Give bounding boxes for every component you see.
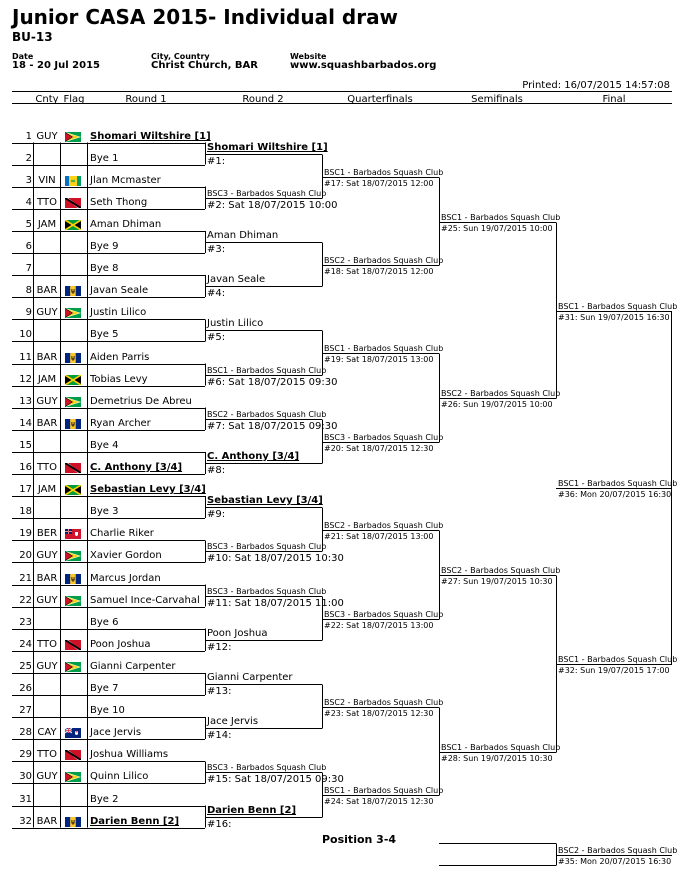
country-code: BAR	[36, 418, 58, 429]
draw-position-number: 26	[19, 683, 32, 694]
seeded-player-name: C. Anthony [3/4]	[90, 462, 183, 473]
country-code: GUY	[36, 661, 58, 672]
quarterfinal-match-info: #19: Sat 18/07/2015 13:00	[324, 354, 434, 364]
quarterfinal-court-info: BSC1 - Barbados Squash Club	[324, 343, 444, 353]
position34-match-info: #35: Mon 20/07/2015 16:30	[558, 856, 672, 866]
quarterfinal-match-info: #24: Sat 18/07/2015 12:30	[324, 796, 434, 806]
round2-court-info: BSC3 - Barbados Squash Club	[207, 188, 327, 198]
draw-position-number: 12	[19, 374, 32, 385]
player-name: Javan Seale	[90, 285, 149, 296]
round2-match-info: #12:	[207, 641, 232, 653]
draw-position-number: 8	[25, 285, 32, 296]
country-code: BAR	[36, 285, 58, 296]
country-code: TTO	[37, 462, 57, 473]
draw-position-number: 23	[19, 617, 32, 628]
player-name: Tobias Levy	[90, 374, 148, 385]
header-semifinals: Semifinals	[471, 94, 523, 105]
round2-match-info: #14:	[207, 729, 232, 741]
draw-position-number: 16	[19, 462, 32, 473]
player-name: Samuel Ince-Carvahal	[90, 595, 200, 606]
quarterfinal-court-info: BSC2 - Barbados Squash Club	[324, 697, 444, 707]
seeded-player-name: Darien Benn [2]	[90, 816, 180, 827]
draw-position-number: 27	[19, 705, 32, 716]
round2-court-info: BSC3 - Barbados Squash Club	[207, 586, 327, 596]
round2-court-info: BSC3 - Barbados Squash Club	[207, 762, 327, 772]
player-name: Seth Thong	[90, 197, 148, 208]
player-name: Aiden Parris	[90, 352, 150, 363]
round2-court-info: BSC1 - Barbados Squash Club	[207, 365, 327, 375]
country-code: BAR	[36, 573, 58, 584]
player-name: Bye 9	[90, 241, 119, 252]
semifinal-court-info: BSC2 - Barbados Squash Club	[441, 388, 561, 398]
player-name: Quinn Lilico	[90, 771, 149, 782]
quarterfinal-court-info: BSC1 - Barbados Squash Club	[324, 167, 444, 177]
round2-match-info: #15: Sat 18/07/2015 09:30	[207, 773, 344, 785]
quarterfinal-match-info: #23: Sat 18/07/2015 12:30	[324, 708, 434, 718]
date-label: Date	[12, 52, 34, 61]
finalist-match-info: #32: Sun 19/07/2015 17:00	[558, 665, 670, 675]
semifinal-match-info: #27: Sun 19/07/2015 10:30	[441, 576, 553, 586]
round2-winner: Jace Jervis	[207, 716, 259, 727]
country-code: TTO	[37, 197, 57, 208]
guy-flag-icon	[65, 596, 81, 606]
tto-flag-icon	[65, 750, 81, 760]
tto-flag-icon	[65, 198, 81, 208]
player-name: Xavier Gordon	[90, 550, 162, 561]
seeded-player-name: Shomari Wiltshire [1]	[90, 131, 211, 142]
page-title: Junior CASA 2015- Individual draw	[12, 5, 399, 29]
position34-court-info: BSC2 - Barbados Squash Club	[558, 845, 678, 855]
player-name: Jlan Mcmaster	[90, 175, 161, 186]
position-3-4-label: Position 3-4	[322, 833, 397, 846]
semifinal-match-info: #28: Sun 19/07/2015 10:30	[441, 753, 553, 763]
draw-position-number: 7	[25, 263, 32, 274]
date-value: 18 - 20 Jul 2015	[12, 60, 101, 71]
draw-position-number: 6	[25, 241, 32, 252]
draw-position-number: 21	[19, 573, 32, 584]
draw-position-number: 20	[19, 550, 32, 561]
round2-match-info: #6: Sat 18/07/2015 09:30	[207, 376, 338, 388]
quarterfinal-match-info: #20: Sat 18/07/2015 12:30	[324, 443, 434, 453]
guy-flag-icon	[65, 551, 81, 561]
draw-position-number: 25	[19, 661, 32, 672]
round2-seeded-winner: Sebastian Levy [3/4]	[207, 495, 323, 506]
round2-match-info: #11: Sat 18/07/2015 11:00	[207, 597, 344, 609]
quarterfinal-court-info: BSC2 - Barbados Squash Club	[324, 520, 444, 530]
draw-position-number: 3	[25, 175, 32, 186]
player-name: Bye 2	[90, 794, 119, 805]
draw-position-number: 19	[19, 528, 32, 539]
player-name: Bye 7	[90, 683, 119, 694]
country-code: VIN	[38, 175, 56, 186]
country-code: GUY	[36, 307, 58, 318]
round2-match-info: #2: Sat 18/07/2015 10:00	[207, 199, 338, 211]
semifinal-match-info: #26: Sun 19/07/2015 10:00	[441, 399, 553, 409]
quarterfinal-court-info: BSC3 - Barbados Squash Club	[324, 432, 444, 442]
cay-flag-icon	[65, 728, 81, 738]
round2-match-info: #16:	[207, 818, 232, 830]
country-code: TTO	[37, 749, 57, 760]
city-label: City, Country	[151, 52, 210, 61]
ber-flag-icon	[65, 529, 81, 539]
round2-match-info: #10: Sat 18/07/2015 10:30	[207, 552, 344, 564]
round2-winner: Aman Dhiman	[207, 230, 279, 241]
jam-flag-icon	[65, 220, 81, 230]
bar-flag-icon	[65, 419, 81, 429]
quarterfinal-match-info: #21: Sat 18/07/2015 13:00	[324, 531, 434, 541]
draw-position-number: 5	[25, 219, 32, 230]
guy-flag-icon	[65, 397, 81, 407]
round2-seeded-winner: Shomari Wiltshire [1]	[207, 142, 328, 153]
player-name: Joshua Williams	[90, 749, 169, 760]
quarterfinal-match-info: #17: Sat 18/07/2015 12:00	[324, 178, 434, 188]
country-code: TTO	[37, 639, 57, 650]
country-code: CAY	[37, 727, 57, 738]
round2-match-info: #3:	[207, 243, 226, 255]
header-cnty: Cnty	[35, 94, 59, 105]
player-name: Bye 1	[90, 153, 119, 164]
header-flag: Flag	[63, 94, 85, 105]
draw-position-number: 14	[19, 418, 32, 429]
country-code: JAM	[37, 374, 57, 385]
country-code: GUY	[36, 550, 58, 561]
country-code: JAM	[37, 219, 57, 230]
semifinal-court-info: BSC1 - Barbados Squash Club	[441, 212, 561, 222]
round2-court-info: BSC3 - Barbados Squash Club	[207, 541, 327, 551]
category-subtitle: BU-13	[12, 30, 53, 44]
country-code: GUY	[36, 771, 58, 782]
round2-winner: Gianni Carpenter	[207, 672, 293, 683]
player-name: Gianni Carpenter	[90, 661, 176, 672]
semifinal-court-info: BSC1 - Barbados Squash Club	[441, 742, 561, 752]
guy-flag-icon	[65, 772, 81, 782]
quarterfinal-match-info: #18: Sat 18/07/2015 12:00	[324, 266, 434, 276]
draw-position-number: 24	[19, 639, 32, 650]
website-label: Website	[290, 52, 327, 61]
player-name: Ryan Archer	[90, 418, 151, 429]
vin-flag-icon	[65, 176, 81, 186]
round2-seeded-winner: Darien Benn [2]	[207, 805, 297, 816]
draw-position-number: 30	[19, 771, 32, 782]
draw-position-number: 1	[25, 131, 32, 142]
final-match-info: #36: Mon 20/07/2015 16:30	[558, 489, 672, 499]
round2-match-info: #13:	[207, 685, 232, 697]
draw-position-number: 4	[25, 197, 32, 208]
country-code: GUY	[36, 396, 58, 407]
header-round1: Round 1	[125, 94, 167, 105]
player-name: Jace Jervis	[90, 727, 142, 738]
player-name: Marcus Jordan	[90, 573, 161, 584]
player-name: Bye 8	[90, 263, 119, 274]
draw-position-number: 18	[19, 506, 32, 517]
round2-winner: Javan Seale	[207, 274, 266, 285]
round2-winner: Justin Lilico	[207, 318, 264, 329]
round2-seeded-winner: C. Anthony [3/4]	[207, 451, 300, 462]
player-name: Bye 3	[90, 506, 119, 517]
draw-position-number: 2	[25, 153, 32, 164]
draw-position-number: 11	[19, 352, 32, 363]
round2-winner: Poon Joshua	[207, 628, 268, 639]
quarterfinal-court-info: BSC2 - Barbados Squash Club	[324, 255, 444, 265]
country-code: JAM	[37, 484, 57, 495]
bar-flag-icon	[65, 353, 81, 363]
guy-flag-icon	[65, 662, 81, 672]
round2-match-info: #8:	[207, 464, 226, 476]
country-code: GUY	[36, 131, 58, 142]
player-name: Demetrius De Abreu	[90, 396, 192, 407]
finalist-court-info: BSC1 - Barbados Squash Club	[558, 654, 678, 664]
tto-flag-icon	[65, 640, 81, 650]
round2-match-info: #9:	[207, 508, 226, 520]
draw-position-number: 17	[19, 484, 32, 495]
player-name: Charlie Riker	[90, 528, 154, 539]
header-round2: Round 2	[242, 94, 284, 105]
semifinal-court-info: BSC2 - Barbados Squash Club	[441, 565, 561, 575]
header-quarterfinals: Quarterfinals	[347, 94, 413, 105]
draw-position-number: 9	[25, 307, 32, 318]
guy-flag-icon	[65, 308, 81, 318]
draw-position-number: 32	[19, 816, 32, 827]
website-value: www.squashbarbados.org	[290, 60, 437, 71]
city-value: Christ Church, BAR	[151, 60, 258, 71]
round2-match-info: #5:	[207, 331, 226, 343]
country-code: BAR	[36, 352, 58, 363]
bar-flag-icon	[65, 817, 81, 827]
draw-position-number: 15	[19, 440, 32, 451]
round2-match-info: #4:	[207, 287, 226, 299]
round2-court-info: BSC2 - Barbados Squash Club	[207, 409, 327, 419]
draw-position-number: 29	[19, 749, 32, 760]
player-name: Bye 6	[90, 617, 119, 628]
round2-match-info: #1:	[207, 155, 226, 167]
player-name: Bye 10	[90, 705, 125, 716]
quarterfinal-match-info: #22: Sat 18/07/2015 13:00	[324, 620, 434, 630]
printed-timestamp: Printed: 16/07/2015 14:57:08	[522, 80, 670, 91]
jam-flag-icon	[65, 375, 81, 385]
bar-flag-icon	[65, 286, 81, 296]
player-name: Justin Lilico	[90, 307, 147, 318]
quarterfinal-court-info: BSC1 - Barbados Squash Club	[324, 785, 444, 795]
draw-position-number: 22	[19, 595, 32, 606]
player-name: Aman Dhiman	[90, 219, 162, 230]
player-name: Bye 5	[90, 329, 119, 340]
player-name: Bye 4	[90, 440, 119, 451]
finalist-match-info: #31: Sun 19/07/2015 16:30	[558, 312, 670, 322]
bar-flag-icon	[65, 574, 81, 584]
quarterfinal-court-info: BSC3 - Barbados Squash Club	[324, 609, 444, 619]
country-code: BAR	[36, 816, 58, 827]
round2-match-info: #7: Sat 18/07/2015 09:30	[207, 420, 338, 432]
semifinal-match-info: #25: Sun 19/07/2015 10:00	[441, 223, 553, 233]
header-final: Final	[602, 94, 626, 105]
draw-position-number: 31	[19, 794, 32, 805]
jam-flag-icon	[65, 485, 81, 495]
guy-flag-icon	[65, 132, 81, 142]
finalist-court-info: BSC1 - Barbados Squash Club	[558, 301, 678, 311]
player-name: Poon Joshua	[90, 639, 151, 650]
country-code: BER	[36, 528, 58, 539]
draw-position-number: 28	[19, 727, 32, 738]
draw-position-number: 10	[19, 329, 32, 340]
seeded-player-name: Sebastian Levy [3/4]	[90, 484, 206, 495]
tto-flag-icon	[65, 463, 81, 473]
final-court-info: BSC1 - Barbados Squash Club	[558, 478, 678, 488]
draw-position-number: 13	[19, 396, 32, 407]
country-code: GUY	[36, 595, 58, 606]
